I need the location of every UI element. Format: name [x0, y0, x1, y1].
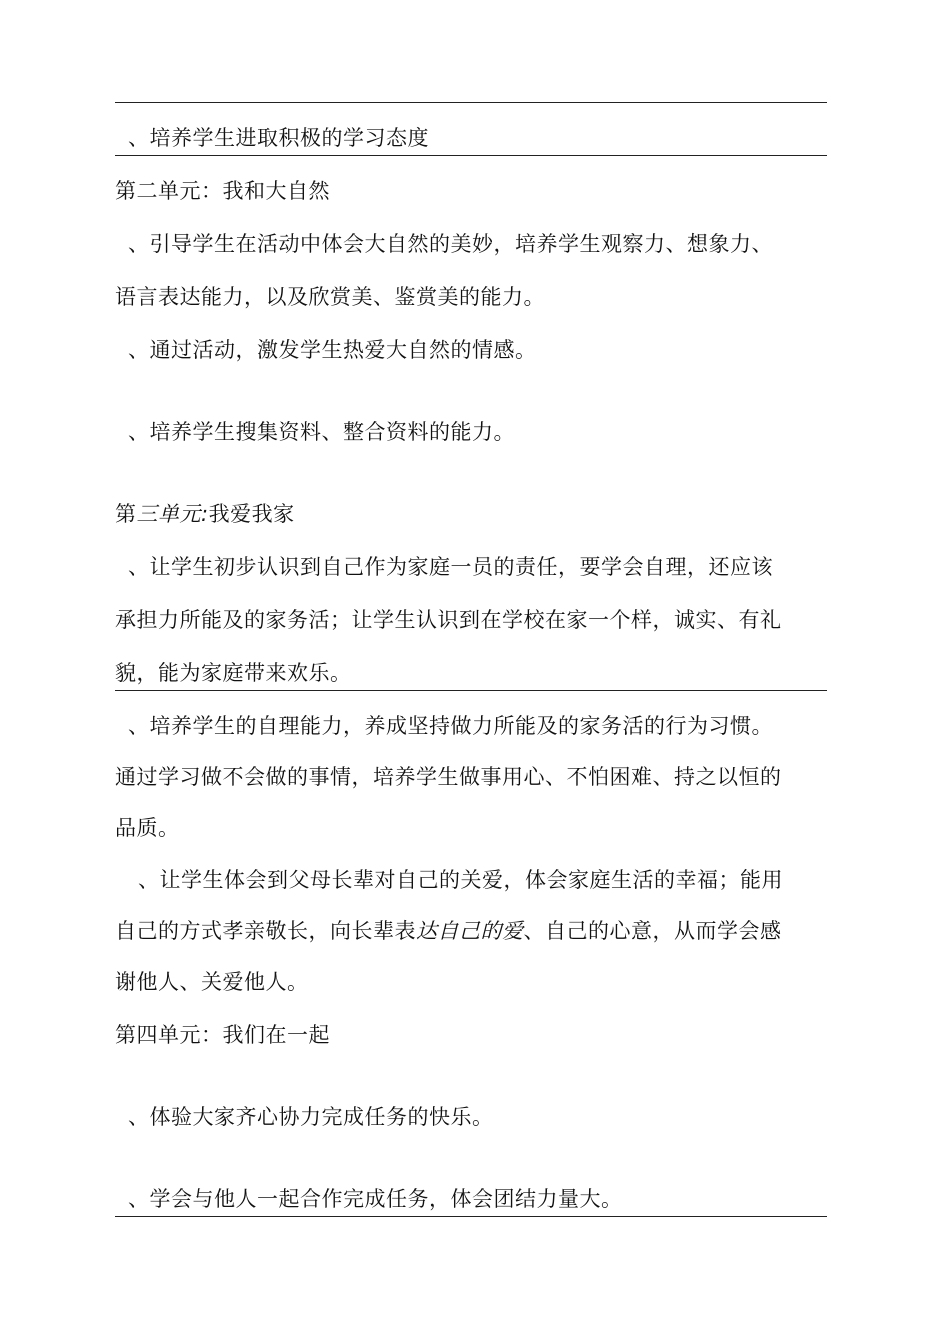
heading-part: 我爱我家: [208, 502, 295, 526]
text-line: 承担力所能及的家务活；让学生认识到在学校在家一个样，诚实、有礼: [115, 608, 782, 632]
unit-4-heading: 第四单元：我们在一起: [115, 1023, 330, 1047]
text-part: 自己的方式孝亲敬长，向长辈表: [115, 919, 416, 943]
text-part-italic: 达自己的爱: [416, 919, 524, 943]
unit-2-heading: 第二单元：我和大自然: [115, 179, 330, 203]
text-line: 、培养学生的自理能力，养成坚持做力所能及的家务活的行为习惯。: [128, 714, 773, 738]
heading-part: 第: [115, 502, 137, 526]
text-line: 、培养学生进取积极的学习态度: [128, 126, 429, 150]
text-line: 、学会与他人一起合作完成任务，体会团结力量大。: [128, 1187, 623, 1211]
text-line: 、通过活动，激发学生热爱大自然的情感。: [128, 338, 537, 362]
text-line: 通过学习做不会做的事情，培养学生做事用心、不怕困难、持之以恒的: [115, 765, 782, 789]
text-line: 、让学生初步认识到自己作为家庭一员的责任，要学会自理，还应该: [128, 555, 773, 579]
horizontal-rule: [115, 155, 827, 156]
text-line: 品质。: [115, 816, 180, 840]
text-line: 、引导学生在活动中体会大自然的美妙，培养学生观察力、想象力、: [128, 232, 773, 256]
horizontal-rule: [115, 690, 827, 691]
text-line: 谢他人、关爱他人。: [115, 970, 309, 994]
horizontal-rule: [115, 102, 827, 103]
text-line: 语言表达能力，以及欣赏美、鉴赏美的能力。: [115, 285, 545, 309]
text-line: 、体验大家齐心协力完成任务的快乐。: [128, 1105, 494, 1129]
text-line: 、培养学生搜集资料、整合资料的能力。: [128, 420, 515, 444]
heading-part-italic: 三单元:: [136, 502, 209, 526]
unit-3-heading: [115, 500, 827, 528]
horizontal-rule: [115, 1216, 827, 1217]
text-line: [115, 917, 827, 945]
text-line: 貌，能为家庭带来欢乐。: [115, 661, 352, 685]
text-line: 、让学生体会到父母长辈对自己的关爱，体会家庭生活的幸福；能用: [138, 868, 783, 892]
text-part: 、自己的心意，从而学会感: [523, 919, 782, 943]
